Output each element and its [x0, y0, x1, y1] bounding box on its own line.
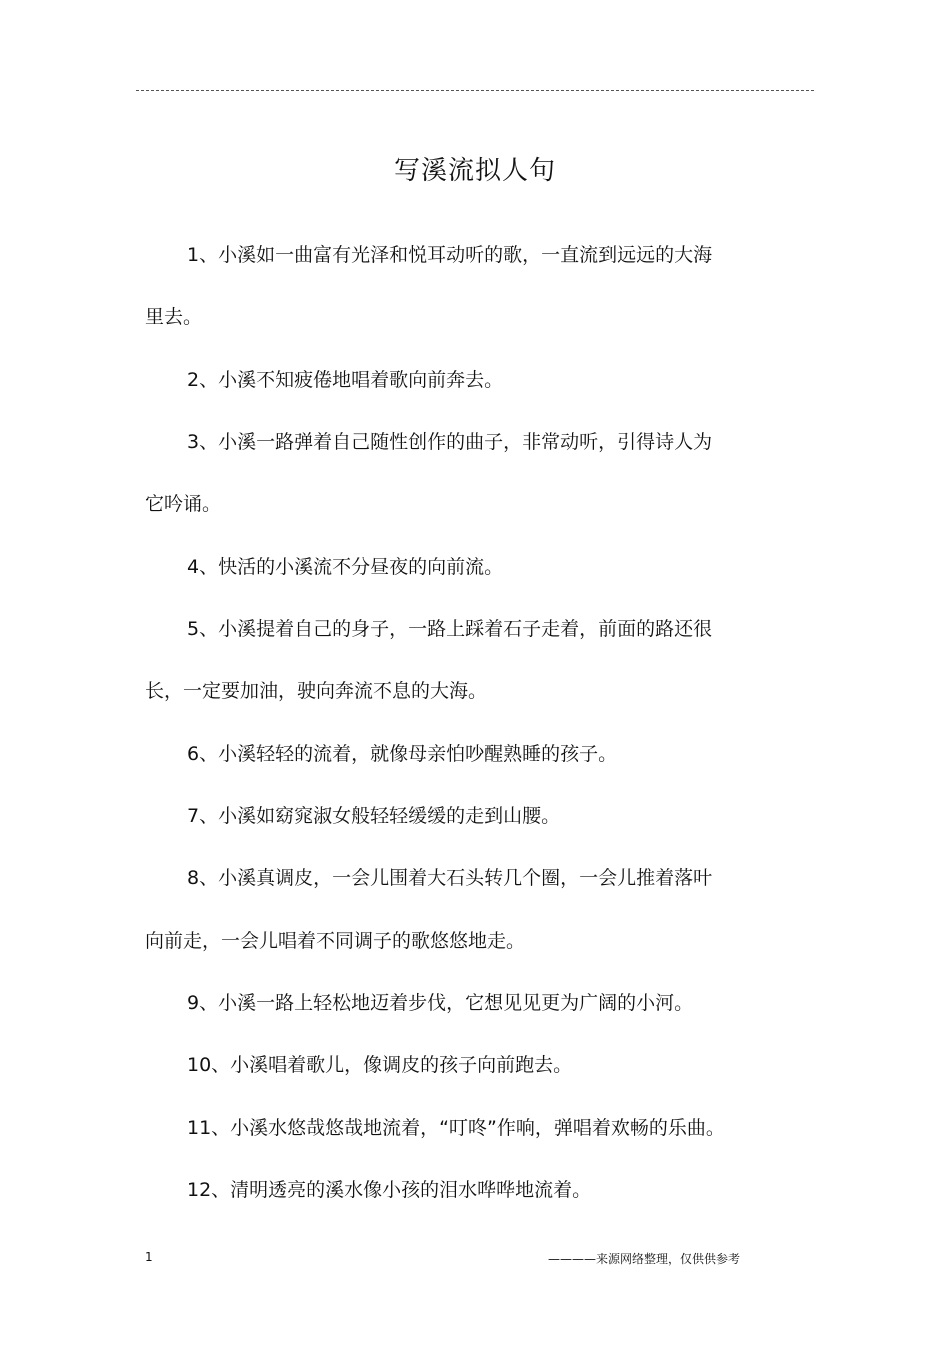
sentence-12: 12、清明透亮的溪水像小孩的泪水哗哗地流着。	[187, 1179, 592, 1201]
sentence-4: 4、快活的小溪流不分昼夜的向前流。	[187, 556, 504, 578]
sentence-5-line-2: 长，一定要加油，驶向奔流不息的大海。	[145, 680, 488, 702]
sentence-3-line-2: 它吟诵。	[145, 493, 222, 515]
document-title: 写溪流拟人句	[393, 156, 556, 186]
sentence-8-line-2: 向前走，一会儿唱着不同调子的歌悠悠地走。	[145, 930, 526, 952]
sentence-11: 11、小溪水悠哉悠哉地流着，“叮咚”作响，弹唱着欢畅的乐曲。	[187, 1117, 725, 1139]
footer-source-note: ————来源网络整理，仅供供参考	[548, 1252, 741, 1266]
sentence-2: 2、小溪不知疲倦地唱着歌向前奔去。	[187, 369, 504, 391]
sentence-1-line-2: 里去。	[145, 306, 203, 328]
sentence-6: 6、小溪轻轻的流着，就像母亲怕吵醒熟睡的孩子。	[187, 743, 618, 765]
sentence-7: 7、小溪如窈窕淑女般轻轻缓缓的走到山腰。	[187, 805, 561, 827]
sentence-5-line-1: 5、小溪提着自己的身子，一路上踩着石子走着，前面的路还很	[187, 618, 713, 640]
sentence-10: 10、小溪唱着歌儿，像调皮的孩子向前跑去。	[187, 1054, 573, 1076]
page-number: 1	[145, 1250, 153, 1264]
sentence-8-line-1: 8、小溪真调皮，一会儿围着大石头转几个圈，一会儿推着落叶	[187, 867, 713, 889]
header-dashed-rule	[136, 90, 814, 91]
sentence-1-line-1: 1、小溪如一曲富有光泽和悦耳动听的歌，一直流到远远的大海	[187, 244, 713, 266]
sentence-9: 9、小溪一路上轻松地迈着步伐，它想见见更为广阔的小河。	[187, 992, 694, 1014]
sentence-3-line-1: 3、小溪一路弹着自己随性创作的曲子，非常动听，引得诗人为	[187, 431, 713, 453]
